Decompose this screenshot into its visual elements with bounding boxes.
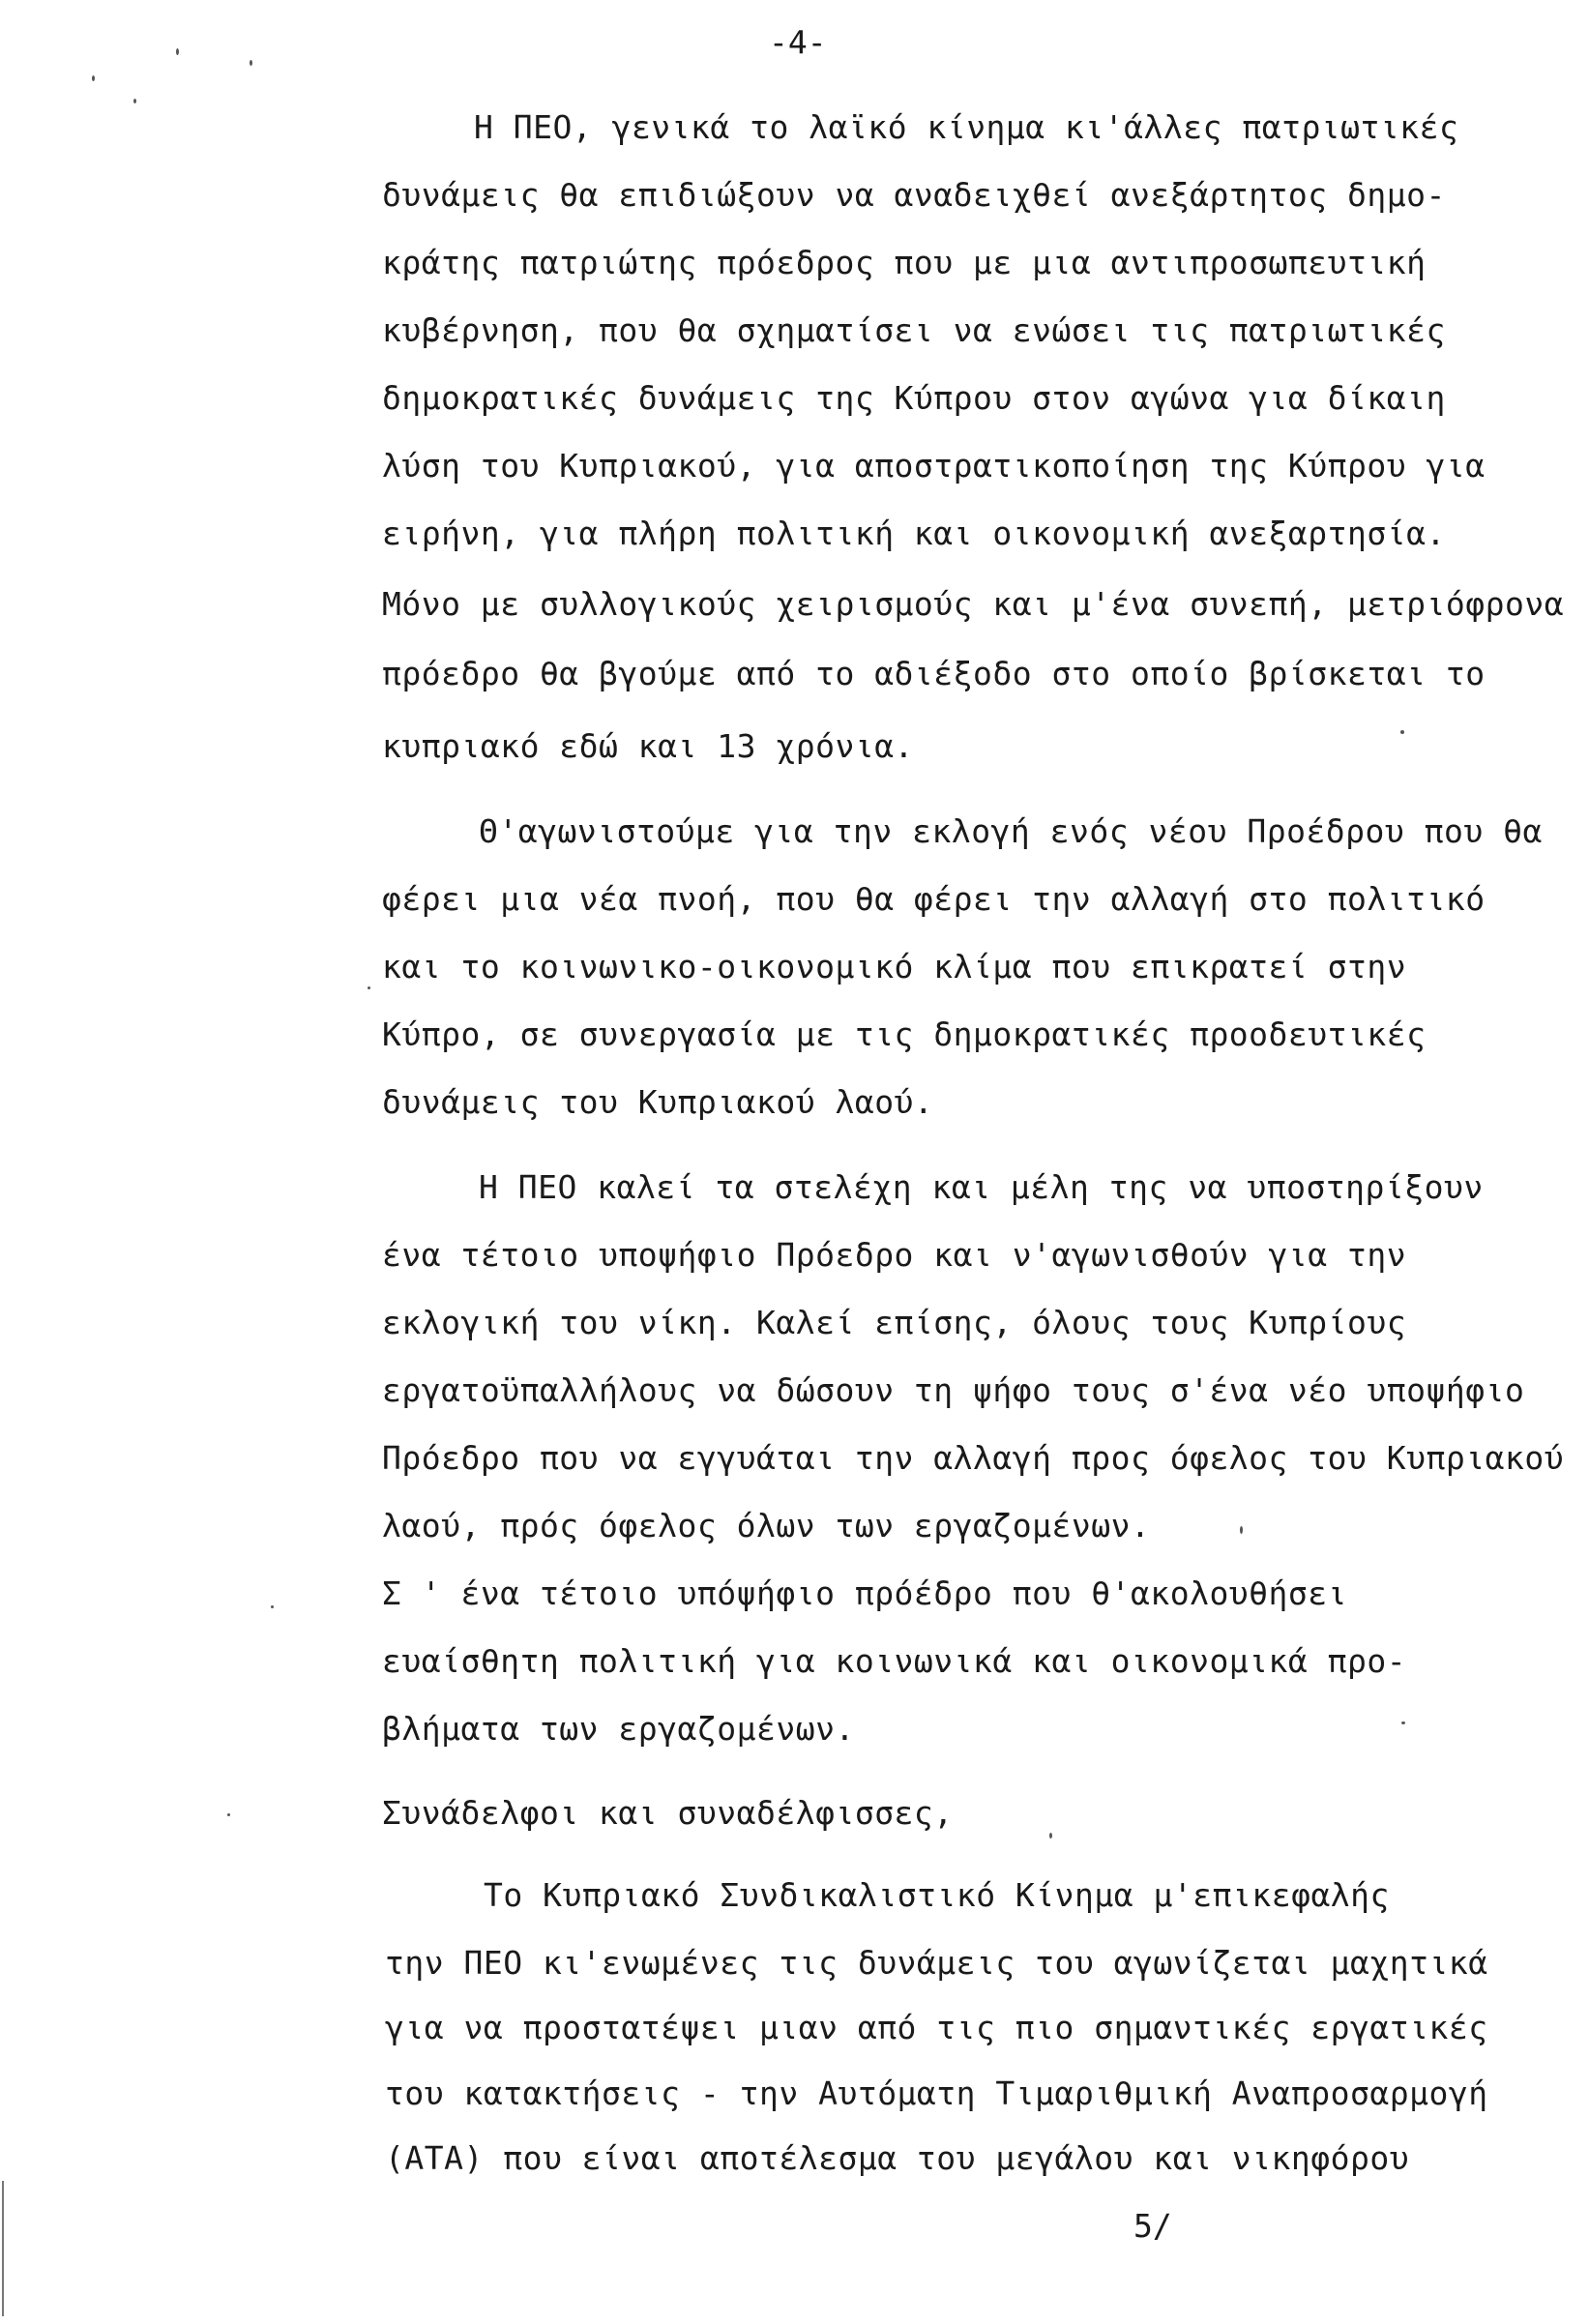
paragraph-2-line-5: δυνάμεις του Κυπριακού λαού. — [382, 1083, 934, 1121]
salutation: Συνάδελφοι και συναδέλφισσες, — [382, 1794, 954, 1832]
scan-edge-mark — [2, 2181, 4, 2316]
scan-speck — [250, 60, 252, 66]
paragraph-3-line-4: εργατοϋπαλλήλους να δώσουν τη ψήφο τους σ'ένα νέο υποψήφιο — [382, 1371, 1525, 1409]
paragraph-1-line-4: κυβέρνηση, που θα σχηματίσει να ενώσει τις πατριωτικές — [382, 311, 1446, 349]
paragraph-3-line-7: Σ ' ένα τέτοιο υπόψήφιο πρόέδρο που θ'ακολουθήσει — [382, 1574, 1348, 1612]
paragraph-1-line-7: ειρήνη, για πλήρη πολιτική και οικονομική ανεξαρτησία. — [382, 515, 1446, 552]
paragraph-5-line-3: για να προστατέψει μιαν από τις πιο σημαντικές εργατικές — [385, 2009, 1488, 2046]
scan-speck — [271, 1605, 274, 1608]
paragraph-1-line-1: Η ΠΕΟ, γενικά το λαϊκό κίνημα κι'άλλες πατριωτικές — [474, 108, 1459, 146]
paragraph-3-line-1: Η ΠΕΟ καλεί τα στελέχη και μέλη της να υποστηρίξουν — [479, 1168, 1484, 1206]
continuation-marker: 5/ — [1133, 2207, 1172, 2245]
paragraph-3-line-3: εκλογική του νίκη. Καλεί επίσης, όλους τους Κυπρίους — [382, 1304, 1407, 1341]
paragraph-5-line-4: του κατακτήσεις - την Αυτόματη Τιμαριθμική Αναπροσαρμογή — [385, 2074, 1488, 2112]
paragraph-1-line-10: κυπριακό εδώ και 13 χρόνια. — [382, 727, 914, 765]
paragraph-3-line-9: βλήματα των εργαζομένων. — [382, 1710, 855, 1748]
paragraph-2-line-4: Κύπρο, σε συνεργασία με τις δημοκρατικές προοδευτικές — [382, 1015, 1427, 1053]
scan-speck — [92, 75, 95, 81]
scan-speck — [133, 99, 136, 103]
scan-speck — [1049, 1833, 1052, 1839]
paragraph-1-line-9: πρόεδρο θα βγούμε από το αδιέξοδο στο οποίο βρίσκεται το — [382, 655, 1486, 692]
paragraph-1-line-8: Μόνο με συλλογικούς χειρισμούς και μ'ένα συνεπή, μετριόφρονα — [382, 585, 1565, 623]
scan-speck — [1400, 730, 1404, 734]
paragraph-2-line-1: Θ'αγωνιστούμε για την εκλογή ενός νέου Προέδρου που θα — [479, 812, 1543, 850]
paragraph-1-line-3: κράτης πατριώτης πρόεδρος που με μια αντιπροσωπευτική — [382, 244, 1427, 281]
paragraph-3-line-2: ένα τέτοιο υποψήφιο Πρόεδρο και ν'αγωνισθούν για την — [382, 1236, 1407, 1274]
scan-speck — [176, 48, 179, 55]
paragraph-2-line-2: φέρει μια νέα πνοή, που θα φέρει την αλλαγή στο πολιτικό — [382, 880, 1486, 918]
paragraph-3-line-8: ευαίσθητη πολιτική για κοινωνικά και οικονομικά προ- — [382, 1642, 1407, 1680]
paragraph-1-line-6: λύση του Κυπριακού, για αποστρατικοποίηση της Κύπρου για — [382, 447, 1486, 485]
scan-speck — [1240, 1526, 1243, 1534]
paragraph-1-line-2: δυνάμεις θα επιδιώξουν να αναδειχθεί ανεξάρτητος δημο- — [382, 176, 1446, 214]
scan-speck — [1401, 1721, 1405, 1724]
paragraph-3-line-5: Πρόεδρο που να εγγυάται την αλλαγή προς όφελος του Κυπριακού — [382, 1439, 1565, 1477]
paragraph-5-line-1: Το Κυπριακό Συνδικαλιστικό Κίνημα μ'επικεφαλής — [484, 1876, 1390, 1914]
page-number: -4- — [769, 23, 827, 61]
scan-speck — [227, 1813, 230, 1816]
scan-speck — [368, 986, 370, 989]
paragraph-3-line-6: λαού, πρός όφελος όλων των εργαζομένων. — [382, 1507, 1151, 1544]
paragraph-5-line-2: την ΠΕΟ κι'ενωμένες τις δυνάμεις του αγωνίζεται μαχητικά — [385, 1944, 1488, 1982]
paragraph-5-line-5: (ΑΤΑ) που είναι αποτέλεσμα του μεγάλου και νικηφόρου — [385, 2139, 1410, 2177]
paragraph-1-line-5: δημοκρατικές δυνάμεις της Κύπρου στον αγώνα για δίκαιη — [382, 379, 1446, 417]
paragraph-2-line-3: και το κοινωνικο-οικονομικό κλίμα που επικρατεί στην — [382, 948, 1407, 985]
